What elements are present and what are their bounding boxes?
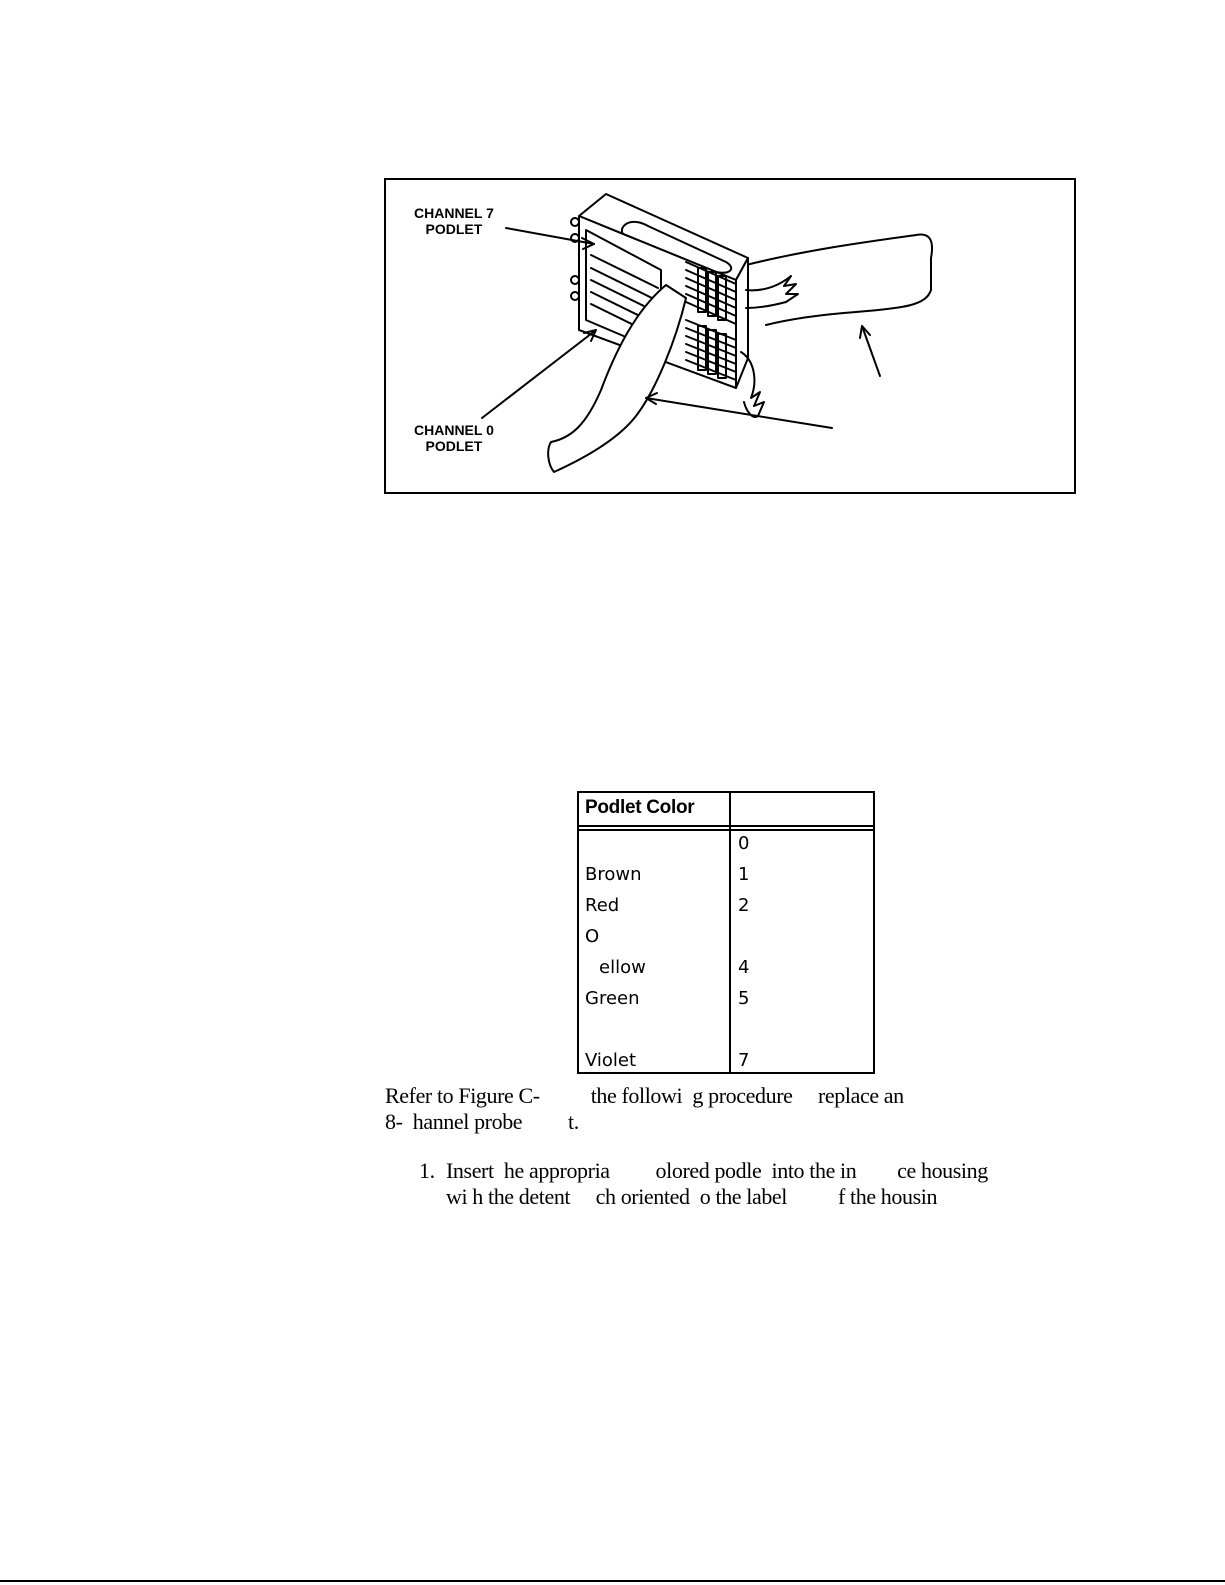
row-1-channel: 1 xyxy=(738,864,750,885)
page-bottom-rule xyxy=(0,1580,1225,1582)
row-3-color: O xyxy=(585,926,600,947)
row-7-channel: 7 xyxy=(738,1050,750,1071)
header-podlet-color: Podlet Color xyxy=(585,797,695,818)
row-2-channel: 2 xyxy=(738,895,750,916)
channel7-label-line2: PODLET xyxy=(425,221,483,237)
row-1-color: Brown xyxy=(585,864,642,885)
row-0-channel: 0 xyxy=(738,833,750,854)
channel0-label-line1: CHANNEL 0 xyxy=(414,422,494,438)
table-header-rule xyxy=(579,825,873,827)
housing-right xyxy=(736,258,748,388)
row-4-color: ellow xyxy=(599,957,646,978)
table-column-divider xyxy=(729,793,731,1072)
table-header-rule-double xyxy=(579,829,873,831)
arrow-channel0 xyxy=(482,330,596,418)
row-2-color: Red xyxy=(585,895,620,916)
step-line-2: wi h the detent ch oriented o the label f the housin xyxy=(446,1184,938,1209)
paragraph-line-1: Refer to Figure C- the followi g procedure replace an xyxy=(385,1083,904,1108)
row-5-channel: 5 xyxy=(738,988,750,1009)
arrow-front-cable xyxy=(646,398,832,428)
channel7-label-line1: CHANNEL 7 xyxy=(414,205,494,221)
rear-ribbon-cable xyxy=(746,234,932,325)
paragraph-line-2: 8- hannel probe t. xyxy=(385,1109,579,1134)
row-7-color: Violet xyxy=(585,1050,637,1071)
channel7-label xyxy=(414,205,494,237)
channel0-label xyxy=(414,422,494,454)
step-number: 1. xyxy=(419,1158,435,1183)
probe-figure xyxy=(384,178,1076,494)
arrow-rear-cable xyxy=(862,326,880,376)
row-5-color: Green xyxy=(585,988,640,1009)
row-4-channel: 4 xyxy=(738,957,750,978)
step-line-1: Insert he appropria olored podle into the in ce housing xyxy=(446,1158,988,1183)
channel0-label-line2: PODLET xyxy=(425,438,483,454)
podlet-color-table xyxy=(577,791,875,1074)
